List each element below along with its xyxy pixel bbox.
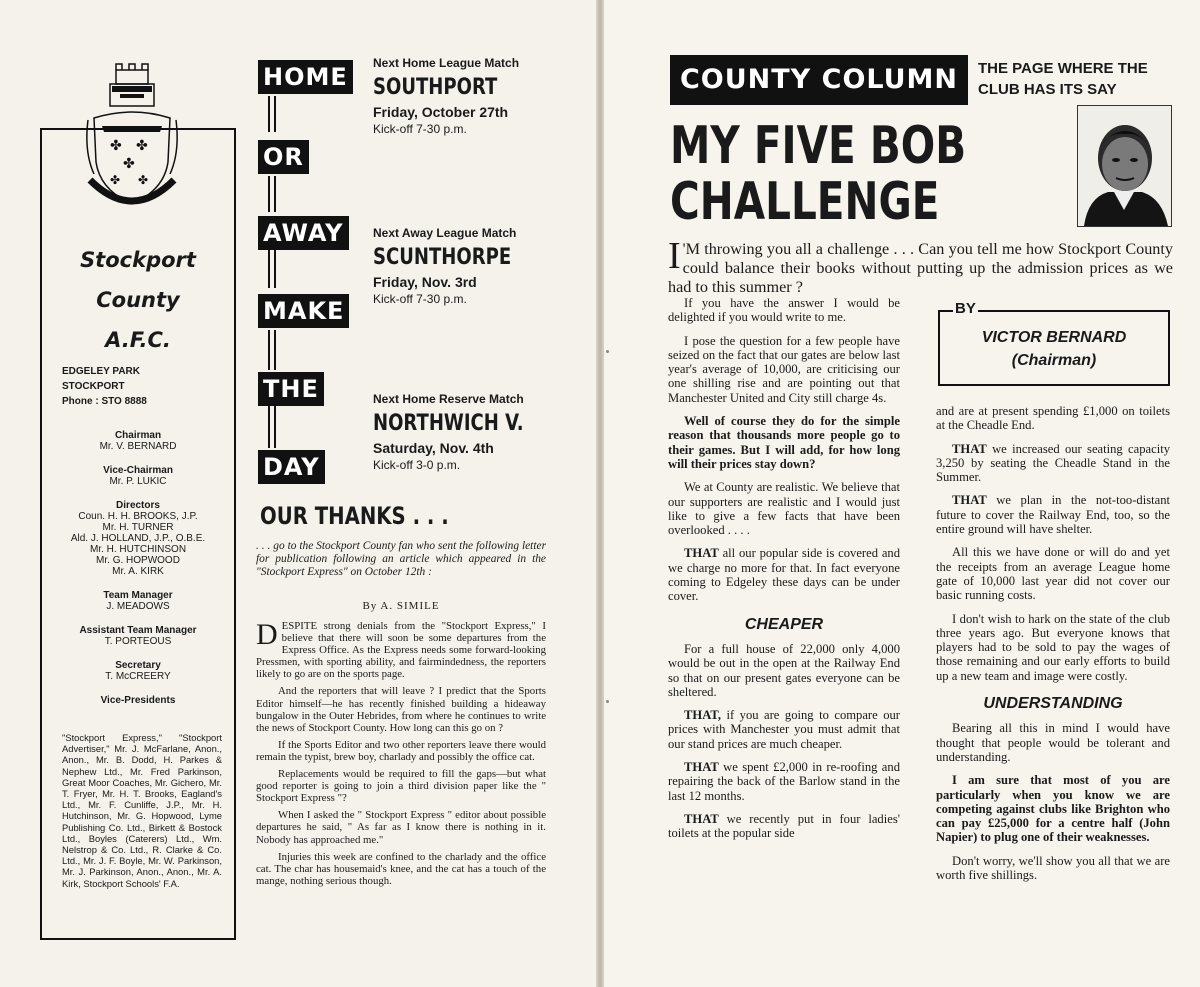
paragraph-lead: THAT bbox=[684, 811, 719, 826]
fixture-opponent: SCUNTHORPE bbox=[373, 245, 512, 270]
fixture-date: Friday, October 27th bbox=[373, 104, 509, 120]
letter-paragraph: Replacements would be required to fill the gaps—but what good reporter is going to join a third division paper like the " Stockport Express "? bbox=[256, 768, 546, 805]
officer-role: Directors bbox=[116, 500, 160, 511]
officer-names: Coun. H. H. BROOKS, J.P. Mr. H. TURNER Ald. J. HOLLAND, J.P., O.B.E. Mr. H. HUTCHINSON Mr. G. HOPWOOD Mr. A. KIRK bbox=[70, 511, 206, 577]
letter-byline: By A. SIMILE bbox=[362, 600, 440, 612]
fixture-opponent: SOUTHPORT bbox=[373, 75, 498, 100]
paragraph-text: we spent £2,000 in re-roofing and repairing the back of the Barlow stand in the last 12 months. bbox=[668, 760, 900, 803]
lede-text: 'M throwing you all a challenge . . . Can you tell me how Stockport County could balance their books without putting up the admission prices as we had to this summer ? bbox=[668, 240, 1173, 296]
article-paragraph bbox=[668, 760, 900, 803]
by-label: BY bbox=[955, 300, 976, 317]
fixture-home-reserve bbox=[373, 392, 573, 472]
slogan-word: THE bbox=[258, 372, 324, 406]
slogan-word: OR bbox=[258, 140, 309, 174]
officer-role: Chairman bbox=[114, 430, 162, 441]
fixture-date: Saturday, Nov. 4th bbox=[373, 440, 494, 456]
article-lede bbox=[668, 235, 1173, 297]
fixture-opponent: NORTHWICH V. bbox=[373, 411, 524, 436]
paragraph-lead: THAT bbox=[684, 760, 719, 775]
chairman-portrait-icon bbox=[1077, 105, 1172, 227]
paragraph-text: if you are going to compare our prices with Manchester you must admit that our stand prices are much cheaper. bbox=[668, 708, 900, 751]
officer-role: Secretary bbox=[115, 660, 161, 671]
article-paragraph bbox=[668, 546, 900, 603]
article-paragraph: For a full house of 22,000 only 4,000 would be out in the open at the Railway End so that on our present gates everyone can be sheltered. bbox=[668, 641, 900, 699]
svg-text:✤: ✤ bbox=[110, 138, 122, 154]
article-paragraph: I pose the question for a few people have seized on the fact that our gates are below last year's average of 10,000, are criticising our one shilling rise and are pointing out that Manchester United and City still charge 4s. bbox=[668, 333, 900, 405]
officer-block-secretary bbox=[48, 660, 228, 682]
paragraph-lead: THAT bbox=[684, 546, 719, 561]
slogan-connector-line bbox=[274, 176, 276, 212]
paragraph-lead: THAT bbox=[952, 493, 987, 508]
letter-paragraph: Injuries this week are confined to the charlady and the office cat. The char has housemaid's knee, and the cat has a touch of the mange, nothing serious though. bbox=[256, 850, 546, 887]
subheading: UNDERSTANDING bbox=[983, 695, 1123, 713]
fixture-kickoff: Kick-off 7-30 p.m. bbox=[373, 292, 467, 306]
author-role: (Chairman) bbox=[1011, 352, 1097, 369]
article-paragraph: Don't worry, we'll show you all that we are worth five shillings. bbox=[936, 853, 1170, 883]
svg-text:✤: ✤ bbox=[138, 173, 149, 187]
slogan-connector-line bbox=[268, 250, 270, 288]
svg-text:✤: ✤ bbox=[123, 156, 135, 172]
phone-line: Phone : STO 8888 bbox=[62, 396, 147, 407]
article-paragraph: If you have the answer I would be delighted if you would write to me. bbox=[668, 296, 900, 325]
article-paragraph: All this we have done or will do and yet the receipts from an average League home gate of 10,000 last year did not cover our basic running costs. bbox=[936, 545, 1170, 603]
officer-names: J. MEADOWS bbox=[106, 601, 170, 612]
slogan-connector-line bbox=[268, 176, 270, 212]
staple-mark bbox=[606, 350, 609, 353]
headline-line: MY FIVE BOB bbox=[670, 116, 967, 176]
officer-names: T. McCREERY bbox=[105, 671, 171, 682]
article-paragraph bbox=[668, 708, 900, 751]
page-spine bbox=[596, 0, 604, 987]
article-paragraph: We at County are realistic. We believe that our supporters are realistic and I would just like to give a few facts that have been overlooked . . . . bbox=[668, 480, 900, 538]
slogan-connector-line bbox=[274, 96, 276, 132]
club-name-line: County bbox=[96, 288, 180, 312]
article-paragraph: and are at present spending £1,000 on toilets at the Cheadle End. bbox=[936, 404, 1170, 433]
letter-paragraph bbox=[256, 620, 546, 680]
fixture-kickoff: Kick-off 3-0 p.m. bbox=[373, 458, 461, 472]
slogan-connector-line bbox=[274, 250, 276, 288]
officer-block-team-manager bbox=[48, 590, 228, 612]
svg-text:✤: ✤ bbox=[110, 173, 121, 187]
lede-initial: I bbox=[668, 235, 681, 277]
officer-names: Mr. P. LUKIC bbox=[109, 476, 167, 487]
officer-names: Mr. V. BERNARD bbox=[99, 441, 177, 452]
officer-block-chairman bbox=[48, 430, 228, 452]
author-name: VICTOR BERNARD bbox=[981, 329, 1127, 346]
paragraph-lead: THAT bbox=[952, 441, 987, 456]
article-headline bbox=[670, 118, 974, 230]
club-name-line: Stockport bbox=[80, 248, 196, 272]
drop-cap: D bbox=[256, 618, 278, 651]
fixture-label: Next Home Reserve Match bbox=[373, 392, 524, 406]
article-paragraph bbox=[936, 493, 1170, 536]
paragraph-lead: THAT, bbox=[684, 708, 721, 723]
slogan-connector-line bbox=[274, 406, 276, 448]
vice-presidents-list: "Stockport Express," "Stockport Advertiser," Mr. J. McFarlane, Anon., Anon., Mr. B. Dodd, H. Parkes & Nephew Ltd., Mr. Fred Parkinson, Great Moor Coaches, Mr. Gichero, Mr. T. Fryer, Mr. H. T. Brooks, Eagland's Ltd., Mr. F. Cunliffe, J.P., Mr. H. Hutchinson, Mr. G. Hopwood, Lyme Publishing Co. Ltd., Birkett & Bostock Ltd., Boyles (Caterers) Ltd., Wm. Nelstrop & Co. Ltd., R. Clarke & Co. Ltd., Mr. J. F. Boyle, Mr. W. Parkinson, Mr. J. Parkinson, Anon., Anon., Mr. A. Kirk, Stockport Schools' F.A. bbox=[62, 732, 222, 889]
slogan-word: AWAY bbox=[258, 216, 349, 250]
officer-names: T. PORTEOUS bbox=[104, 636, 172, 647]
officer-block-assistant-manager bbox=[48, 625, 228, 647]
thanks-intro: . . . go to the Stockport County fan who sent the following letter for publication following an article which appeared in the "Stockport Express" on October 12th : bbox=[256, 540, 546, 579]
club-name-line: A.F.C. bbox=[105, 328, 171, 352]
officer-block-vice-presidents bbox=[48, 695, 228, 706]
headline-line: CHALLENGE bbox=[670, 172, 940, 232]
fixture-label: Next Away League Match bbox=[373, 226, 517, 240]
paragraph-text: we increased our seating capacity 3,250 by seating the Cheadle Stand in the Summer. bbox=[936, 441, 1170, 485]
article-column-2 bbox=[936, 404, 1170, 891]
fixture-home-league bbox=[373, 56, 573, 136]
slogan-word: DAY bbox=[258, 450, 325, 484]
thanks-title: OUR THANKS . . . bbox=[260, 502, 449, 530]
author-credit bbox=[938, 326, 1170, 372]
paragraph-text: ESPITE strong denials from the "Stockport Express," I believe that there will soon be some departures from the Express Office. As the Express needs some forward-looking Pressmen, with sporting ability, and fairmindedness, the reporters likely to go are on the sports page. bbox=[256, 620, 546, 681]
slogan-connector-line bbox=[268, 406, 270, 448]
paragraph-text: all our popular side is covered and we charge no more for that. In fact everyone coming to Edgeley these days can be under cover. bbox=[668, 546, 900, 604]
officer-role: Team Manager bbox=[103, 590, 173, 601]
fixture-label: Next Home League Match bbox=[373, 56, 520, 70]
slogan-connector-line bbox=[274, 330, 276, 370]
slogan-word: HOME bbox=[258, 60, 353, 94]
slogan-connector-line bbox=[268, 330, 270, 370]
officer-role: Assistant Team Manager bbox=[79, 625, 197, 636]
letter-paragraph: If the Sports Editor and two other reporters leave there would remain the typist, brew boy, charlady and possibly the office cat. bbox=[256, 738, 546, 763]
letter-paragraph: When I asked the " Stockport Express " editor about possible departures he said, " As far as I know there is nothing in it. Nobody has approached me." bbox=[256, 809, 546, 846]
fixture-date: Friday, Nov. 3rd bbox=[373, 274, 477, 290]
officer-role: Vice-Chairman bbox=[103, 465, 173, 476]
staple-mark bbox=[606, 700, 609, 703]
club-officers bbox=[48, 430, 228, 719]
letter-paragraph: And the reporters that will leave ? I predict that the Sports Editor himself—he has recently finished building a hideaway bungalow in the Outer Hebrides, from where he continues to write the news of Stockport County. How long can this go on ? bbox=[256, 685, 546, 734]
slogan-word: MAKE bbox=[258, 294, 349, 328]
officer-block-vice-chairman bbox=[48, 465, 228, 487]
letter-body bbox=[256, 620, 546, 892]
svg-text:✤: ✤ bbox=[136, 138, 148, 154]
club-crest-icon bbox=[80, 62, 184, 230]
fixture-away-league bbox=[373, 226, 573, 306]
article-paragraph: I am sure that most of you are particularly when you know we are competing against clubs like Brighton who can pay £25,000 for a centre half (John Napier) to plug one of their weaknesses. bbox=[936, 773, 1170, 845]
article-paragraph: I don't wish to hark on the state of the club three years ago. But everyone knows that players had to be sold to pay the wages of those remaining and our early efforts to build up a new team and image were costly. bbox=[936, 611, 1170, 683]
officer-role: Vice-Presidents bbox=[100, 695, 176, 706]
article-paragraph: Bearing all this in mind I would have thought that people would be tolerant and understanding. bbox=[936, 721, 1170, 764]
address-line: EDGELEY PARK bbox=[62, 366, 140, 377]
paragraph-text: we recently put in four ladies' toilets at the popular side bbox=[668, 811, 900, 841]
paragraph-text: we plan in the not-too-distant future to cover the Railway End, too, so the entire ground will have shelter. bbox=[936, 493, 1170, 537]
subheading: CHEAPER bbox=[744, 615, 824, 633]
article-paragraph bbox=[936, 442, 1170, 485]
address-line: STOCKPORT bbox=[62, 381, 125, 392]
column-tagline: THE PAGE WHERE THE CLUB HAS ITS SAY bbox=[978, 60, 1148, 98]
club-address bbox=[62, 364, 232, 409]
club-name bbox=[40, 240, 236, 360]
county-column-banner: COUNTY COLUMN bbox=[670, 55, 968, 105]
slogan-connector-line bbox=[268, 96, 270, 132]
fixture-kickoff: Kick-off 7-30 p.m. bbox=[373, 122, 467, 136]
article-column-1 bbox=[668, 296, 900, 850]
article-paragraph bbox=[668, 812, 900, 841]
officer-block-directors bbox=[48, 500, 228, 577]
article-paragraph: Well of course they do for the simple reason that thousands more people go to their games. But I will add, for how long will their prices stay down? bbox=[668, 414, 900, 471]
